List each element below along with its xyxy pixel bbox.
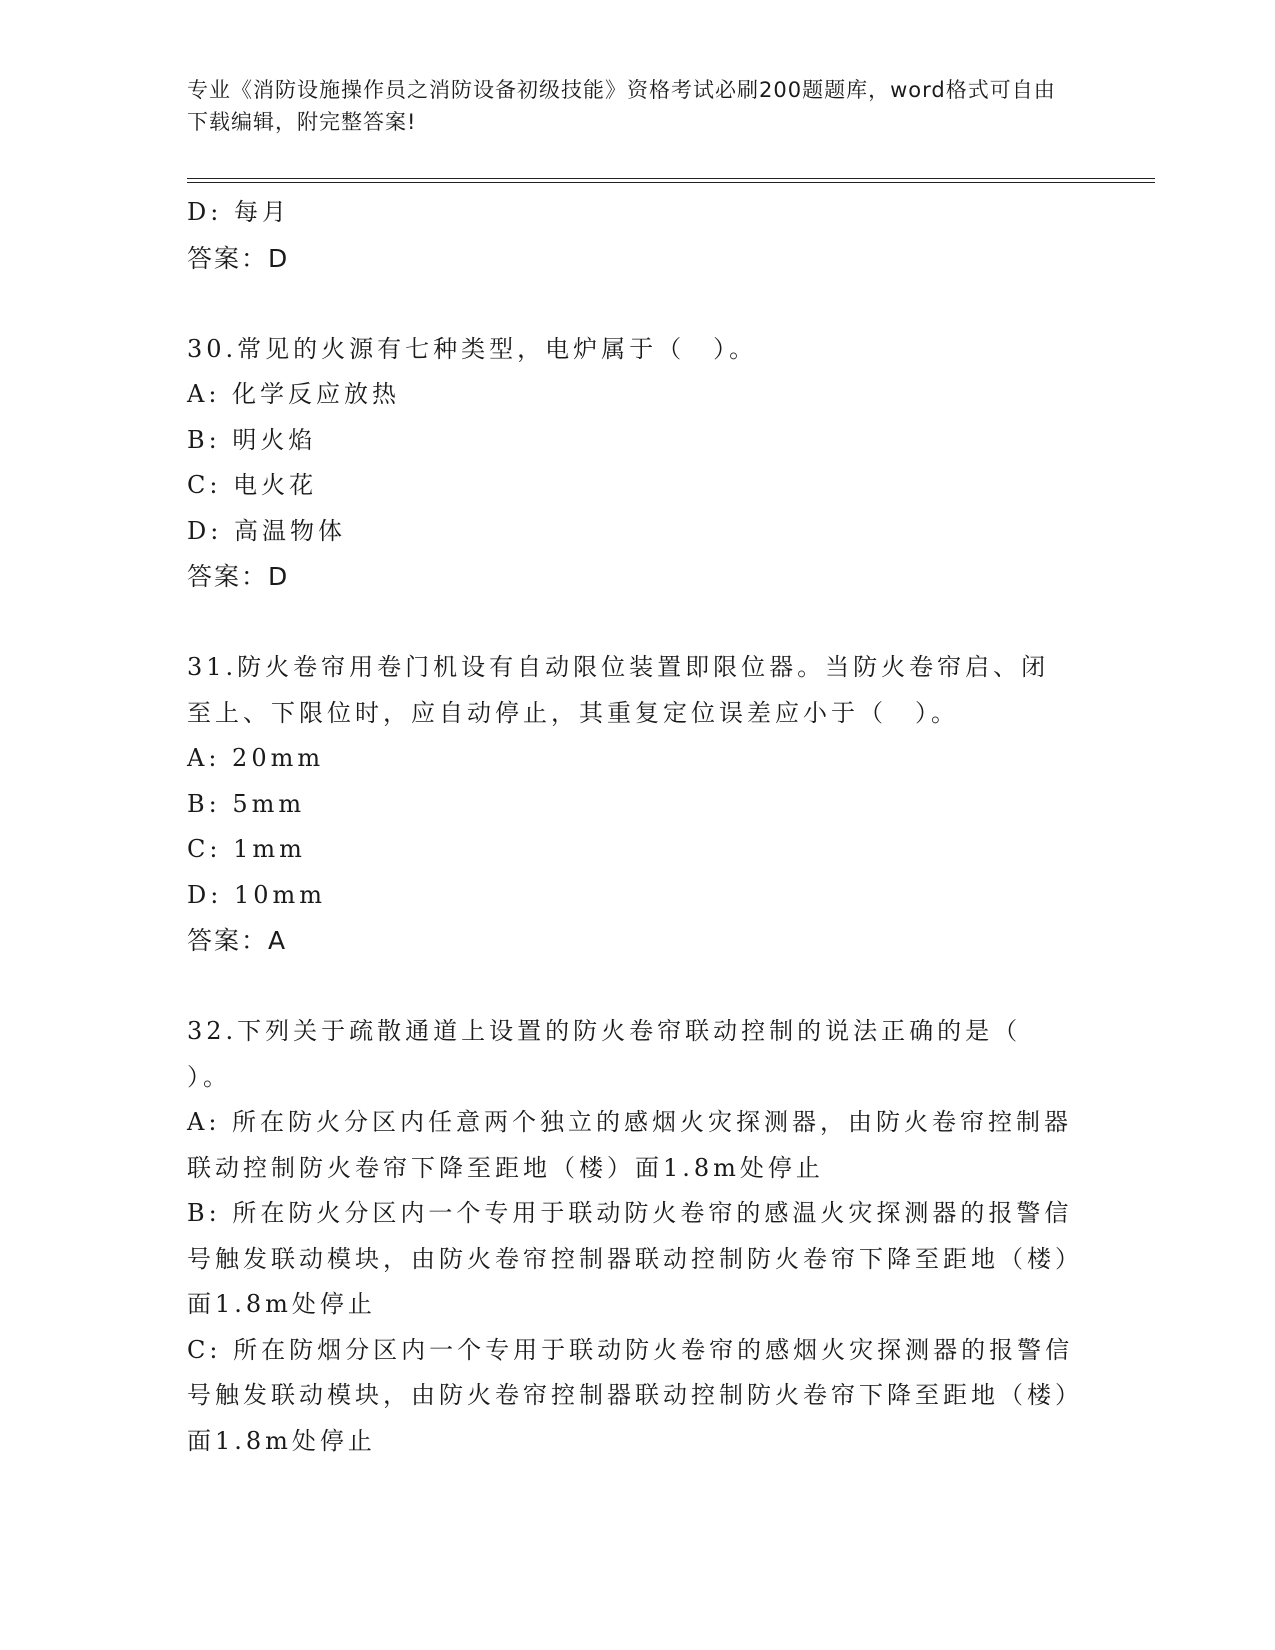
question-30 [187,327,1087,600]
spacer [187,964,1087,1010]
question-stem-line-2: 至上、下限位时，应自动停止，其重复定位误差应小于（ ）。 [187,698,959,727]
header-divider-top [187,178,1155,179]
spacer [187,281,1087,327]
option-b: B: 所在防火分区内一个专用于联动防火卷帘的感温火灾探测器的报警信号触发联动模块，由防火卷帘控制器联动控制防火卷帘下降至距地（楼）面1.8m处停止 [187,1199,1073,1318]
option-d: D: 10mm [187,880,327,909]
question-content [187,190,1087,1464]
page-header: 专业《消防设施操作员之消防设备初级技能》资格考试必刷200题题库，word格式可自由下载编辑，附完整答案! [187,78,1056,134]
answer-text: 答案：A [187,926,288,955]
option-a: A: 所在防火分区内任意两个独立的感烟火灾探测器，由防火卷帘控制器联动控制防火卷帘下降至距地（楼）面1.8m处停止 [187,1108,1073,1182]
question-32 [187,1009,1087,1464]
answer-text: 答案：D [187,243,290,273]
question-stem-line-2: ）。 [187,1062,231,1091]
spacer [187,600,1087,646]
option-c: C: 所在防烟分区内一个专用于联动防火卷帘的感烟火灾探测器的报警信号触发联动模块，由防火卷帘控制器联动控制防火卷帘下降至距地（楼）面1.8m处停止 [187,1335,1074,1455]
answer-text: 答案：D [187,562,290,591]
option-a: A: 20mm [187,744,325,772]
question-stem: 30.常见的火源有七种类型，电炉属于（ ）。 [187,334,758,363]
option-c: C: 1mm [187,835,306,863]
option-c: C: 电火花 [187,471,318,499]
option-d: D: 每月 [187,198,290,226]
question-stem-line-1: 31.防火卷帘用卷门机设有自动限位装置即限位器。当防火卷帘启、闭 [187,653,1050,681]
option-d: D: 高温物体 [187,516,346,545]
option-a: A: 化学反应放热 [187,380,401,408]
question-31 [187,645,1087,964]
option-b: B: 5mm [187,789,306,818]
option-b: B: 明火焰 [187,425,317,454]
header-divider-bottom [187,182,1155,183]
question-stem-line-1: 32.下列关于疏散通道上设置的防火卷帘联动控制的说法正确的是（ [187,1017,1022,1045]
